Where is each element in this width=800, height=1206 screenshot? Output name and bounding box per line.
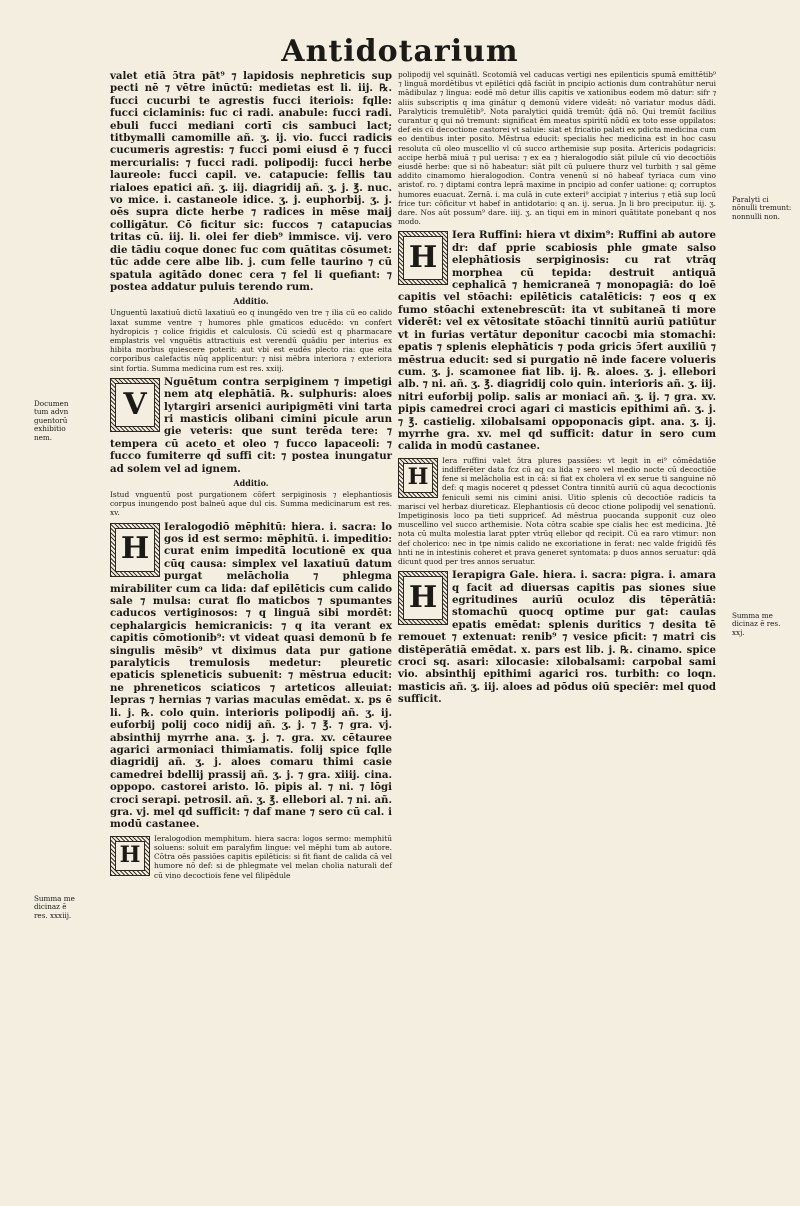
initial-letter: H <box>403 576 443 620</box>
section-heading <box>110 296 392 306</box>
paragraph-text: Ieralogodion memphitum. hiera sacra: logos sermo: memphitū soluens: soluit em paralyfim lingue: vel mēphi tum ab autore. Cōtra oēs passiōes capitis epilēticis: si fit fiant de calida cā vel humore nō def: si de phlegmate vel melan cholia naturali def cū vino decoctiois fene vel filipēdule <box>154 833 392 880</box>
initial-letter: H <box>115 841 145 871</box>
initial-letter: V <box>115 383 155 427</box>
decorated-initial <box>398 231 448 285</box>
page-header <box>0 34 800 69</box>
paragraph-text: Istud vnguentū post purgationem cōfert serpiginosis ⁊ elephantiosis corpus inungendo post balneū aque dul cis. Summa medicinarum est res. xv. <box>110 489 392 518</box>
paragraph-text: polipodij vel squinātl. Scotomiā vel caducas vertigi nes epilenticis spumā emittētib⁹ ⁊ linguā mordētibus vt epilētici qdā faciūt in pncipio actionis dum contrahūtur nerui mādibulaz ⁊ lingua: eodē mō detur illis capitis ve xationibus eodem mō datur: sifr ⁊ aliis subscriptis q ima ginātur q demonū videre videāt: nō variatur modus dādi. Paralyticis tremulētib⁹. Nota paralytici quidā tremūt: q̄dā nō. Qui tremūt facilius curantur q qui nō tremunt: significat ēm meatus spiritū nōdū ex toto esse oppilatos: def eis cū decoctione castorei vt saluie: siat et fricatio palati ex pdicta medicina cum eo dentibus inter posito. Mēstrua educit: specialis hec medicina est in hoc casu resoluta cū oleo muscellio vl cū succo arthemisie sup posita. Artericis podagricis: accipe herbā miuā ⁊ pul uerisa: ⁊ ex ea ⁊ hieralogodio siāt pilule cū vio decoctiōis eiusdē herbe: que si nō habeatur: siāt pilt cū puluere thurz vel turbith ⁊ sal gēme addito cinamomo hieralogodion. Contra venenū si nō habeaf tyriaca cum vino aristof. ro. ⁊ diptami contra leprā maxime in pncipio ad confer uatione: q; corruptos humores euacuat. Zernā. i. ma culā in cute exteri⁹ accipiat ⁊ interius ⁊ etiā sup locū frice tur: cōficitur vt habef in antidotario: q an. ij. serua. Jn li bro preciputur. iij. ʒ. dare. Nos aūt possum⁹ dare. iiij. ʒ. an tiqui em in minori quātitate ponebant q nos modo. <box>398 70 716 227</box>
text-paragraph <box>398 569 716 705</box>
text-paragraph <box>110 834 392 880</box>
section-heading <box>110 478 392 488</box>
paragraph-text: Ieralogodiō mēphitū: hiera. i. sacra: lo gos id est sermo: mēphitū. i. impeditio: curat enim impeditā locutionē ex qua cūq causa: simplex vel laxatiuū datum purgat melācholia ⁊ phlegma mirabiliter cum ca lida: daf epilēticis cum calido sale ⁊ mulsa: curat flo maticbos ⁊ spumantes caducos vertiginosos: ⁊ q linguā sibi mordēt: cephalargicis hemicranicis: ⁊ q ita verant ex capitis cōmotionib⁹: vt videat quasi demonū b fe singulis mēsib⁹ vt diximus data pur gatione paralyticis tremulosis medetur: pleuretic epaticis spleneticis subuenit: ⁊ mēstrua educit: ne phreneticos sciaticos ⁊ arteticos alleuiat: lepras ⁊ hernias ⁊ varias maculas emēdat. x. ps ē li. j. ℞. colo quin. interioris polipodij añ. ʒ. ij. euforbij polij coco nidij añ. ʒ. j. ⁊ ℥. ⁊ gra. vj. absinthij myrrhe ana. ʒ. j. ⁊. gra. xv. cētauree agarici armoniaci thimiamatis. folij spice fqlle diagridij añ. ʒ. j. aloes comaru thimi casie camedrei bdellij prassij añ. ʒ. j. ⁊ gra. xiiij. cina. oppopo. castorei aristo. lō. pipis al. ⁊ ni. ⁊ lōgi croci serapi. petrosil. añ. ʒ. ℥. ellebori al. ⁊ ni. añ. gra. vj. mel qd sufficit: ⁊ daf mane ⁊ sero cū cal. i modū castanee. <box>110 520 392 831</box>
paragraph-text: Nguētum contra serpiginem ⁊ impetigi nem atq elephātiā. ℞. sulphuris: aloes lytargiri arsenici auripigmēti vini tarta ri masticis olibani cimini picule arun gie veteris: que sunt terēda tere: ⁊ tempera cū aceto et oleo ⁊ fucco lapaceoli: ⁊ fucco fumiterre qd̄ suffi cit: ⁊ postea inungatur ad solem vel ad ignem. <box>110 375 392 475</box>
decorated-initial <box>110 523 160 577</box>
initial-letter: H <box>403 463 433 493</box>
text-paragraph <box>110 376 392 475</box>
right-column <box>398 70 716 709</box>
text-paragraph <box>398 456 716 566</box>
text-paragraph <box>398 229 716 452</box>
decorated-initial <box>398 571 448 625</box>
text-paragraph <box>110 521 392 831</box>
text-paragraph <box>110 490 392 518</box>
paragraph-text: valet etiā ɔ̄tra pāt⁹ ⁊ lapidosis nephreticis sup pecti nē ⁊ vētre inūctū: medietas est li. iij. ℞. fucci cucurbi te agrestis fucci iteriois: fqlle: fucci ciclaminis: fuc ci radi. anabule: fucci radi. ebuli fucci mediani cortī cis sambuci lact; titbymalli camomille añ. ʒ. ij. vio. fucci radicis cucumeris agrestis: ⁊ fucci pomi eiusd ē ⁊ fucci mercurialis: ⁊ fucci radi. polipodij: fucci herbe laureole: fucci capil. ve. catapucie: fellis tau rialoes epatici añ. ʒ. iij. diagridij añ. ʒ. j. ℥. nuc. vo mice. i. castaneole idice. ʒ. j. euphorbij. ʒ. j. oēs supra dicte herbe ⁊ radices in mēse maij colligātur. Cō ficitur sic: fuccos ⁊ catapucias tritas cū. iij. li. olei fer dieb⁹ immisce. vij. vero die tādiu coque donec fuc com quātitas cōsumet: tūc adde cere albe lib. j. cum felle taurino ⁊ cū spatula agitādo donec cera ⁊ fel li quefiant: ⁊ postea addatur puluis terendo rum. <box>110 70 392 293</box>
paragraph-text: Additio. <box>233 477 269 488</box>
margin-note: Documen tum advn guentorū exhibitio nem. <box>34 399 69 442</box>
text-paragraph <box>110 70 392 293</box>
paragraph-text: Unguentū laxatiuū dictū laxatiuū eo q inungēdo ven tre ⁊ ilia cū eo calido laxat summe ventre ⁊ humores phle gmaticos educēdo: vn confert hydropicis ⁊ colice frigidis et calculosis. Cū sciedū est q pharmacare emplastris vel vnguētis attractiuis est verendū quādiu per interius ex hibita morbus quiescere poterit: aut vbi est eudēs plecto ria: que eita corporibus calefactis nūq applicentur: ⁊ nisi mēbra interiora ⁊ exteriora sint fortia. Summa medicina rum est res. xxiij. <box>110 308 392 373</box>
margin-note: Paralyti ci nōnulli tremunt: nonnulli non. <box>732 195 792 221</box>
paragraph-text: Iera Ruffini: hiera vt dixim⁹: Ruffini ab autore dr: daf pprie scabiosis phle gmate salso elephātiosis serpiginosis: cu rat vtrāq morphea cū tepida: destruit antiquā cephalicā ⁊ hemicraneā ⁊ monopagiā: do loē capitis vel stōachi: epilēticis catalēticis: ⁊ eos q ex fumo stōachi extenebrescūt: ita vt subitaneā ti more viderēt: vel ex vētositate stōachi tinnitū auriū patiūtur vt in furias vertātur deponitur cacocbi mia stomachi: epatis ⁊ splenis elephāticis ⁊ poda gricis ɔ̄fert auxiliū ⁊ mēstrua educit: sed si purgatio nē inde facere volueris cum. ʒ. j. scamonee fiat lib. ij. ℞. aloes. ʒ. j. ellebori alb. ⁊ ni. añ. ʒ. ℥. diagridij colo quin. interioris añ. ʒ. iij. nitri euforbij polip. salis ar moniaci añ. ʒ. ij. ⁊ gra. xv. pipis camedrei croci agari ci masticis epithimi añ. ʒ. j. ⁊ ℥. castielig. xilobalsami oppoponacis gipt. ana. ʒ. ij. myrrhe gra. xv. mel qd sufficit: datur in sero cum calida in modū castanee. <box>398 229 716 453</box>
paragraph-text: Ierapigra Gale. hiera. i. sacra: pigra. i. amara q facit ad diuersas capitis pas siones siue egritudines auriū oculoz dis tēperātiā: stomachū quocq optime pur gat: caulas epatis emēdat: splenis duritics ⁊ desita tē remouet ⁊ extenuat: renib⁹ ⁊ vesice pficit: ⁊ matri cis distēperātiā emēdat. x. pars est lib. j. ℞. cinamo. spice croci sq. asari: xilocasie: xilobalsami: carpobal sami vio. absinthij epithimi agarici ros. turbith: co loqn. masticis añ. ʒ. iij. aloes ad pōdus oiū speciēr: mel quod sufficit. <box>398 569 716 706</box>
decorated-initial <box>110 378 160 432</box>
paragraph-text: Additio. <box>233 296 269 307</box>
paragraph-text: Iera ruffini valet ɔ̄tra plures passiōes: vt legit in ei⁹ cōmēdatiōe indifferēter data fcz cū aq ca lida ⁊ sero vel medio nocte cū decoctiōe fene si melācholia est in cā: si fiat ex cholera vl ex serue ti sanguine nō def: q magis noceret q pdesset Contra tinnitū auriū cū aqua decoctionis feniculi semi nis cimini anisi. Uitio splenis cū decoctiōe radicis ta marisci vel herbaz diureticaz. Elephantiosis cū decoc ctione polipodij vel senationū. Impetiginosis loco pa tieti suppricef. Ad mēstrua puocanda supponit cuz oleo muscellino vel succo arthemisie. Nota cōtra scabie spe cialis hec est medicina. Jtē nota cū multa molestia larat ppter vtrūq ellebor qd recipit. Cū ea raro vtimur: non def cholerico: nec in tpe nimis calido ne excoriatione in ferat: nec valde frigidū fēs hnti ne in intestinis coheret et prava generet syntomata: p duos annos seruatur: qdā dicunt quod per tres annos seruatur. <box>398 455 716 566</box>
margin-note: Summa me dicinaz ē res. xxxiij. <box>34 894 75 920</box>
text-paragraph <box>398 70 716 226</box>
running-title: Antidotarium <box>281 34 519 69</box>
initial-letter: H <box>403 236 443 280</box>
initial-letter: H <box>115 528 155 572</box>
text-paragraph <box>110 308 392 372</box>
left-column <box>110 70 392 883</box>
decorated-initial <box>110 836 150 876</box>
margin-note: Summa me dicinaz ē res. xxj. <box>732 611 781 637</box>
decorated-initial <box>398 458 438 498</box>
